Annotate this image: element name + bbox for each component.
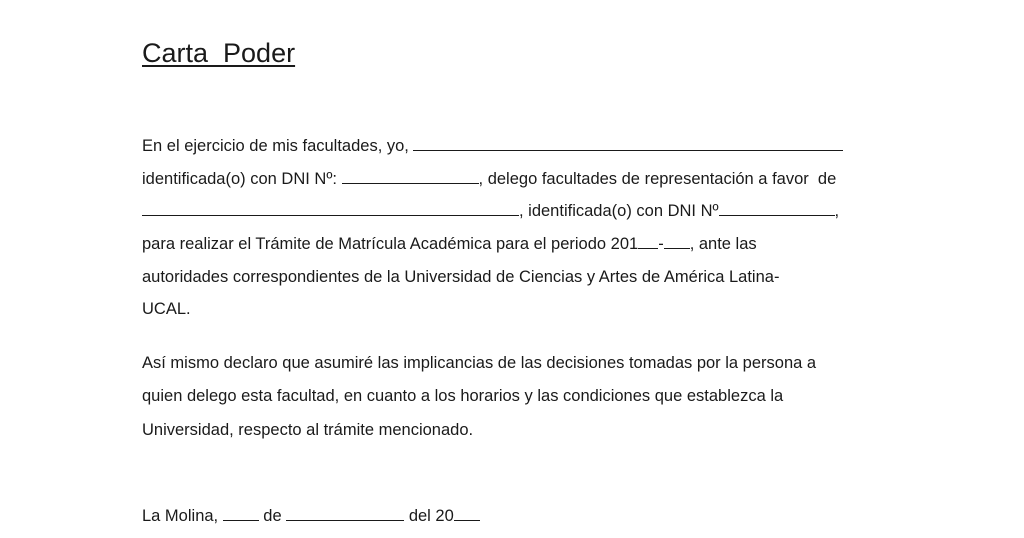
period-year-blank[interactable] — [638, 234, 658, 249]
paragraph2-line1: Así mismo declaro que asumiré las implicancias de las decisiones tomadas por la persona a — [142, 354, 817, 372]
paragraph1-line6: UCAL. — [142, 300, 191, 318]
period-term-blank[interactable] — [664, 234, 690, 249]
paragraph1-line2 — [142, 169, 836, 189]
date-de: de — [258, 507, 287, 525]
month-blank[interactable] — [286, 506, 404, 521]
paragraph1-line4-text-a: para realizar el Trámite de Matrícula Académica para el periodo 201 — [142, 235, 639, 253]
paragraph1-line5: autoridades correspondientes de la Universidad de Ciencias y Artes de América Latina- — [142, 268, 780, 286]
paragraph1-line2-text-a: identificada(o) con DNI Nº: — [142, 170, 342, 188]
name-blank[interactable] — [413, 136, 843, 151]
paragraph1-line2-text-b: , delego facultades de representación a favor de — [478, 170, 837, 188]
date-place: La Molina, — [142, 507, 223, 525]
date-line — [142, 506, 480, 526]
day-blank[interactable] — [223, 506, 259, 521]
paragraph1-line3-text-c: , — [834, 202, 840, 220]
paragraph1-line3-text-b: , identificada(o) con DNI Nº — [519, 202, 719, 220]
paragraph1-line1-text: En el ejercicio de mis facultades, yo, — [142, 137, 414, 155]
representative-name-blank[interactable] — [142, 201, 519, 216]
paragraph1-line4-text-b: - — [658, 235, 664, 253]
representative-dni-blank[interactable] — [719, 201, 835, 216]
dni-blank[interactable] — [342, 169, 479, 184]
page-title: Carta Poder — [142, 38, 296, 68]
year-blank[interactable] — [454, 506, 480, 521]
paragraph1-line1 — [142, 136, 843, 156]
paragraph1-line3 — [142, 201, 839, 221]
paragraph1-line4-text-c: , ante las — [689, 235, 757, 253]
paragraph1-line4 — [142, 234, 757, 254]
paragraph2-line3: Universidad, respecto al trámite mencionado. — [142, 421, 474, 439]
date-del: del 20 — [404, 507, 454, 525]
paragraph2-line2: quien delego esta facultad, en cuanto a los horarios y las condiciones que establezca la — [142, 387, 784, 405]
